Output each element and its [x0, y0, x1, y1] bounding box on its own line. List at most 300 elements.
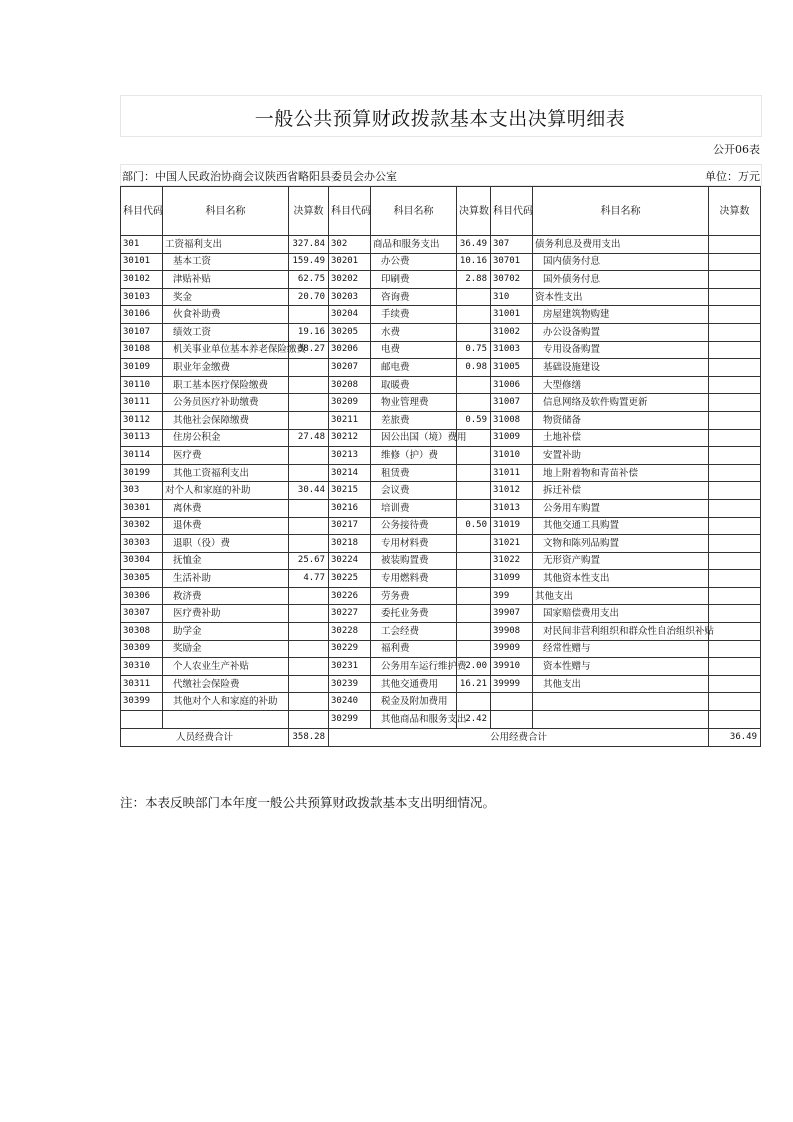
header-name: 科目名称 [533, 187, 709, 236]
table-row [121, 517, 761, 535]
account-code: 30303 [121, 535, 163, 553]
account-name: 抚恤金 [163, 552, 289, 570]
table-row [121, 236, 761, 254]
account-code: 30301 [121, 499, 163, 517]
account-amount: 2.42 [457, 711, 491, 729]
account-amount [709, 587, 761, 605]
account-code: 39999 [491, 675, 533, 693]
account-name: 信息网络及软件购置更新 [533, 394, 709, 412]
account-code: 31001 [491, 306, 533, 324]
account-name: 咨询费 [371, 288, 457, 306]
account-amount [289, 693, 329, 711]
account-code: 31009 [491, 429, 533, 447]
account-code: 30218 [329, 535, 371, 553]
account-code: 30229 [329, 640, 371, 658]
account-amount: 62.75 [289, 271, 329, 289]
account-name: 对民间非营利组织和群众性自治组织补贴 [533, 623, 709, 641]
account-amount [457, 570, 491, 588]
account-amount [457, 394, 491, 412]
account-code: 39907 [491, 605, 533, 623]
account-name: 其他支出 [533, 587, 709, 605]
account-name: 其他资本性支出 [533, 570, 709, 588]
account-code: 30702 [491, 271, 533, 289]
account-name: 物资储备 [533, 411, 709, 429]
account-amount [709, 394, 761, 412]
account-name: 维修（护）费 [371, 447, 457, 465]
table-row [121, 464, 761, 482]
account-name: 其他交通工具购置 [533, 517, 709, 535]
account-code: 30307 [121, 605, 163, 623]
account-name: 医疗费补助 [163, 605, 289, 623]
account-amount: 327.84 [289, 236, 329, 254]
header-amount: 决算数 [457, 187, 491, 236]
header-amount: 决算数 [289, 187, 329, 236]
account-code: 30211 [329, 411, 371, 429]
account-code: 31011 [491, 464, 533, 482]
account-code: 30309 [121, 640, 163, 658]
account-code: 30207 [329, 359, 371, 377]
account-code: 30111 [121, 394, 163, 412]
form-code: 公开06表 [713, 143, 760, 156]
account-name: 绩效工资 [163, 323, 289, 341]
account-name: 工资福利支出 [163, 236, 289, 254]
account-name: 其他支出 [533, 675, 709, 693]
table-row [121, 341, 761, 359]
account-code: 30108 [121, 341, 163, 359]
table-row [121, 429, 761, 447]
account-name: 助学金 [163, 623, 289, 641]
account-amount [289, 711, 329, 729]
account-amount: 0.75 [457, 341, 491, 359]
account-amount [289, 359, 329, 377]
account-name: 奖金 [163, 288, 289, 306]
account-code [491, 693, 533, 711]
account-code: 31099 [491, 570, 533, 588]
account-name: 资本性赠与 [533, 658, 709, 676]
account-amount [289, 535, 329, 553]
account-code: 31003 [491, 341, 533, 359]
account-code: 31012 [491, 482, 533, 500]
account-code: 30225 [329, 570, 371, 588]
account-name: 水费 [371, 323, 457, 341]
account-name: 其他商品和服务支出 [371, 711, 457, 729]
footnote: 注：本表反映部门本年度一般公共预算财政拨款基本支出明细情况。 [120, 795, 496, 810]
account-amount [457, 623, 491, 641]
account-name: 伙食补助费 [163, 306, 289, 324]
account-amount [709, 499, 761, 517]
account-name: 公务接待费 [371, 517, 457, 535]
account-name: 生活补助 [163, 570, 289, 588]
account-amount [709, 359, 761, 377]
account-name: 无形资产购置 [533, 552, 709, 570]
account-amount: 10.16 [457, 253, 491, 271]
account-code: 31019 [491, 517, 533, 535]
account-name: 取暖费 [371, 376, 457, 394]
account-amount: 27.48 [289, 429, 329, 447]
account-code: 30202 [329, 271, 371, 289]
account-name: 基础设施建设 [533, 359, 709, 377]
public-total-label: 公用经费合计 [329, 728, 709, 746]
personnel-total-value: 358.28 [289, 728, 329, 746]
account-code: 303 [121, 482, 163, 500]
account-amount [709, 552, 761, 570]
account-name: 文物和陈列品购置 [533, 535, 709, 553]
account-amount [457, 306, 491, 324]
account-amount: 38.27 [289, 341, 329, 359]
account-amount [709, 341, 761, 359]
account-amount [709, 711, 761, 729]
table-row [121, 447, 761, 465]
account-amount [457, 605, 491, 623]
account-name: 其他对个人和家庭的补助 [163, 693, 289, 711]
account-code: 39910 [491, 658, 533, 676]
table-row [121, 323, 761, 341]
account-amount: 2.00 [457, 658, 491, 676]
account-code: 30311 [121, 675, 163, 693]
account-code: 30102 [121, 271, 163, 289]
table-row [121, 570, 761, 588]
account-name: 基本工资 [163, 253, 289, 271]
account-amount [709, 288, 761, 306]
account-code: 30201 [329, 253, 371, 271]
account-code: 30208 [329, 376, 371, 394]
account-name: 房屋建筑物购建 [533, 306, 709, 324]
account-name: 债务利息及费用支出 [533, 236, 709, 254]
header-code: 科目代码 [121, 187, 163, 236]
account-amount: 2.88 [457, 271, 491, 289]
account-name [533, 693, 709, 711]
account-amount: 20.70 [289, 288, 329, 306]
account-amount [457, 464, 491, 482]
account-code: 30226 [329, 587, 371, 605]
account-amount [289, 499, 329, 517]
table-row [121, 288, 761, 306]
account-amount [709, 570, 761, 588]
account-code: 30239 [329, 675, 371, 693]
table-row [121, 640, 761, 658]
account-amount [709, 447, 761, 465]
account-amount [709, 306, 761, 324]
account-amount: 0.50 [457, 517, 491, 535]
account-amount [457, 499, 491, 517]
account-amount [289, 376, 329, 394]
account-code: 30217 [329, 517, 371, 535]
account-name: 工会经费 [371, 623, 457, 641]
account-name: 国外债务付息 [533, 271, 709, 289]
account-code: 30310 [121, 658, 163, 676]
account-name: 救济费 [163, 587, 289, 605]
account-amount [457, 587, 491, 605]
account-name: 邮电费 [371, 359, 457, 377]
account-amount: 4.77 [289, 570, 329, 588]
account-name: 委托业务费 [371, 605, 457, 623]
account-name: 奖励金 [163, 640, 289, 658]
account-name: 资本性支出 [533, 288, 709, 306]
account-code: 30212 [329, 429, 371, 447]
account-name: 个人农业生产补贴 [163, 658, 289, 676]
account-name: 机关事业单位基本养老保险缴费 [163, 341, 289, 359]
account-code: 31008 [491, 411, 533, 429]
account-code: 30213 [329, 447, 371, 465]
account-amount [457, 640, 491, 658]
account-code: 30240 [329, 693, 371, 711]
account-code: 30204 [329, 306, 371, 324]
account-code: 30101 [121, 253, 163, 271]
account-name: 差旅费 [371, 411, 457, 429]
account-code: 39908 [491, 623, 533, 641]
table-row [121, 394, 761, 412]
account-code: 30206 [329, 341, 371, 359]
account-name [163, 711, 289, 729]
account-name: 被装购置费 [371, 552, 457, 570]
account-name: 职工基本医疗保险缴费 [163, 376, 289, 394]
account-name: 福利费 [371, 640, 457, 658]
account-amount [709, 693, 761, 711]
account-name: 退职（役）费 [163, 535, 289, 553]
account-name: 印刷费 [371, 271, 457, 289]
public-total-value: 36.49 [709, 728, 761, 746]
account-amount [289, 587, 329, 605]
account-name: 拆迁补偿 [533, 482, 709, 500]
account-code [491, 711, 533, 729]
account-code: 30203 [329, 288, 371, 306]
account-name: 大型修缮 [533, 376, 709, 394]
department-label: 部门：中国人民政治协商会议陕西省略阳县委员会办公室 [122, 170, 397, 183]
account-amount [289, 517, 329, 535]
account-code: 30112 [121, 411, 163, 429]
account-amount: 36.49 [457, 236, 491, 254]
account-code: 31002 [491, 323, 533, 341]
table-row [121, 675, 761, 693]
account-amount [709, 323, 761, 341]
account-code: 30227 [329, 605, 371, 623]
table-row [121, 499, 761, 517]
account-code: 30107 [121, 323, 163, 341]
totals-row [121, 728, 761, 746]
account-amount [709, 640, 761, 658]
account-code: 30305 [121, 570, 163, 588]
account-amount [457, 535, 491, 553]
account-name: 专用燃料费 [371, 570, 457, 588]
account-name: 物业管理费 [371, 394, 457, 412]
account-name: 电费 [371, 341, 457, 359]
account-amount [289, 623, 329, 641]
account-amount [709, 376, 761, 394]
account-code: 30113 [121, 429, 163, 447]
table-row [121, 623, 761, 641]
table-row [121, 359, 761, 377]
account-amount [709, 658, 761, 676]
account-amount [709, 535, 761, 553]
account-amount: 16.21 [457, 675, 491, 693]
account-amount: 0.59 [457, 411, 491, 429]
account-name: 其他交通费用 [371, 675, 457, 693]
account-name: 公务员医疗补助缴费 [163, 394, 289, 412]
account-name: 医疗费 [163, 447, 289, 465]
account-name: 租赁费 [371, 464, 457, 482]
table-row [121, 253, 761, 271]
account-code: 31007 [491, 394, 533, 412]
account-amount [709, 253, 761, 271]
expenditure-table [120, 186, 761, 747]
account-amount [709, 482, 761, 500]
unit-label: 单位：万元 [705, 170, 760, 183]
table-row [121, 411, 761, 429]
account-name: 其他工资福利支出 [163, 464, 289, 482]
account-amount: 159.49 [289, 253, 329, 271]
account-name: 离休费 [163, 499, 289, 517]
account-code: 30199 [121, 464, 163, 482]
account-name: 专用材料费 [371, 535, 457, 553]
account-amount: 30.44 [289, 482, 329, 500]
account-code: 31006 [491, 376, 533, 394]
account-amount [457, 376, 491, 394]
account-code: 30103 [121, 288, 163, 306]
account-amount [457, 323, 491, 341]
account-amount: 25.67 [289, 552, 329, 570]
table-row [121, 658, 761, 676]
table-row [121, 605, 761, 623]
account-name: 对个人和家庭的补助 [163, 482, 289, 500]
account-code: 39909 [491, 640, 533, 658]
table-row [121, 271, 761, 289]
account-amount [289, 658, 329, 676]
account-name: 国内债务付息 [533, 253, 709, 271]
table-row [121, 535, 761, 553]
account-amount [709, 623, 761, 641]
account-name: 税金及附加费用 [371, 693, 457, 711]
account-amount [289, 675, 329, 693]
account-code: 30399 [121, 693, 163, 711]
account-name: 代缴社会保险费 [163, 675, 289, 693]
table-row [121, 587, 761, 605]
table-row [121, 711, 761, 729]
account-amount [457, 693, 491, 711]
header-name: 科目名称 [371, 187, 457, 236]
account-amount [457, 447, 491, 465]
account-name: 专用设备购置 [533, 341, 709, 359]
table-row [121, 376, 761, 394]
account-name: 办公设备购置 [533, 323, 709, 341]
account-amount [457, 552, 491, 570]
account-name: 培训费 [371, 499, 457, 517]
account-amount [457, 482, 491, 500]
account-amount [709, 271, 761, 289]
account-name: 公务用车购置 [533, 499, 709, 517]
account-code: 31022 [491, 552, 533, 570]
account-code: 30304 [121, 552, 163, 570]
account-amount [289, 394, 329, 412]
account-code: 30109 [121, 359, 163, 377]
account-amount [457, 288, 491, 306]
table-row [121, 693, 761, 711]
account-name: 手续费 [371, 306, 457, 324]
account-amount [709, 429, 761, 447]
account-code: 30308 [121, 623, 163, 641]
account-code: 31005 [491, 359, 533, 377]
account-name: 职业年金缴费 [163, 359, 289, 377]
account-code: 30299 [329, 711, 371, 729]
table-header-row [121, 187, 761, 236]
account-amount [709, 675, 761, 693]
account-amount [709, 464, 761, 482]
account-code: 302 [329, 236, 371, 254]
account-code: 30302 [121, 517, 163, 535]
page-title: 一般公共预算财政拨款基本支出决算明细表 [254, 108, 626, 130]
account-name: 公务用车运行维护费 [371, 658, 457, 676]
table-row [121, 306, 761, 324]
account-name: 劳务费 [371, 587, 457, 605]
account-amount [709, 517, 761, 535]
account-amount: 0.98 [457, 359, 491, 377]
account-code: 31010 [491, 447, 533, 465]
account-code: 307 [491, 236, 533, 254]
account-code: 301 [121, 236, 163, 254]
header-amount: 决算数 [709, 187, 761, 236]
account-code: 30306 [121, 587, 163, 605]
account-name: 办公费 [371, 253, 457, 271]
account-code: 30110 [121, 376, 163, 394]
account-code: 30209 [329, 394, 371, 412]
account-amount [289, 464, 329, 482]
account-name [533, 711, 709, 729]
account-name: 会议费 [371, 482, 457, 500]
account-name: 安置补助 [533, 447, 709, 465]
account-code: 399 [491, 587, 533, 605]
header-code: 科目代码 [491, 187, 533, 236]
account-code: 30701 [491, 253, 533, 271]
account-amount [709, 236, 761, 254]
account-code: 30216 [329, 499, 371, 517]
table-row [121, 482, 761, 500]
account-name: 国家赔偿费用支出 [533, 605, 709, 623]
account-name: 土地补偿 [533, 429, 709, 447]
account-code: 30114 [121, 447, 163, 465]
header-name: 科目名称 [163, 187, 289, 236]
table-row [121, 552, 761, 570]
account-code: 30228 [329, 623, 371, 641]
account-code: 30215 [329, 482, 371, 500]
personnel-total-label: 人员经费合计 [121, 728, 289, 746]
account-amount [709, 411, 761, 429]
account-name: 退休费 [163, 517, 289, 535]
account-amount [289, 605, 329, 623]
account-code: 310 [491, 288, 533, 306]
account-amount [709, 605, 761, 623]
account-name: 住房公积金 [163, 429, 289, 447]
account-amount [289, 306, 329, 324]
account-code: 30106 [121, 306, 163, 324]
account-amount [289, 640, 329, 658]
account-code: 30224 [329, 552, 371, 570]
account-code: 30231 [329, 658, 371, 676]
account-code: 31013 [491, 499, 533, 517]
account-code: 31021 [491, 535, 533, 553]
account-name: 其他社会保障缴费 [163, 411, 289, 429]
account-name: 商品和服务支出 [371, 236, 457, 254]
header-code: 科目代码 [329, 187, 371, 236]
account-name: 地上附着物和青苗补偿 [533, 464, 709, 482]
account-code: 30214 [329, 464, 371, 482]
account-amount [289, 447, 329, 465]
account-code [121, 711, 163, 729]
account-amount [289, 411, 329, 429]
account-amount: 19.16 [289, 323, 329, 341]
account-name: 经常性赠与 [533, 640, 709, 658]
account-name: 津贴补贴 [163, 271, 289, 289]
account-code: 30205 [329, 323, 371, 341]
account-name: 因公出国（境）费用 [371, 429, 457, 447]
